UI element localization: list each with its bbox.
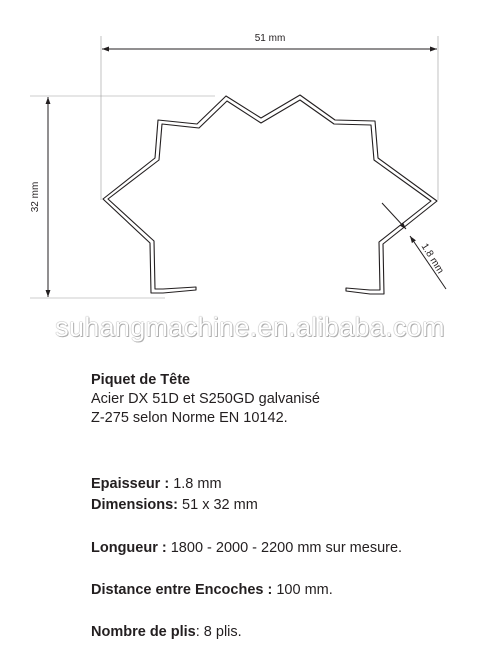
dimensions-spec-value: 51 x 32 mm bbox=[178, 497, 258, 513]
length-spec-value: 1800 - 2000 - 2200 mm sur mesure. bbox=[166, 540, 403, 556]
width-dimension-label: 51 mm bbox=[254, 33, 286, 44]
product-title: Piquet de Tête bbox=[91, 372, 191, 388]
length-spec bbox=[91, 539, 402, 558]
dimensions-spec bbox=[91, 496, 258, 515]
thickness-spec bbox=[91, 475, 222, 494]
thickness-dimension-label: 1.8 mm bbox=[418, 241, 446, 276]
material-line: Acier DX 51D et S250GD galvanisé bbox=[91, 391, 320, 407]
dimensions-spec-label: Dimensions: bbox=[91, 497, 179, 513]
watermark: suhangmachine.en.alibaba.com bbox=[55, 312, 445, 342]
standard-line: Z-275 selon Norme EN 10142. bbox=[91, 410, 288, 426]
notch-spacing-spec-label: Distance entre Encoches : bbox=[91, 582, 273, 598]
folds-spec-label: Nombre de plis bbox=[91, 624, 196, 640]
thickness-arrow-outer bbox=[382, 203, 406, 229]
notch-spacing-spec-value: 100 mm. bbox=[272, 582, 333, 598]
notch-spacing-spec bbox=[91, 581, 333, 600]
product-block bbox=[91, 371, 320, 428]
thickness-spec-label: Epaisseur : bbox=[91, 476, 170, 492]
profile-outer-edge bbox=[103, 95, 437, 294]
folds-spec-value: : 8 plis. bbox=[195, 624, 242, 640]
thickness-spec-value: 1.8 mm bbox=[169, 476, 222, 492]
profile-inner-edge bbox=[108, 100, 431, 290]
height-dimension-label: 32 mm bbox=[30, 181, 41, 213]
folds-spec bbox=[91, 623, 242, 642]
length-spec-label: Longueur : bbox=[91, 540, 167, 556]
